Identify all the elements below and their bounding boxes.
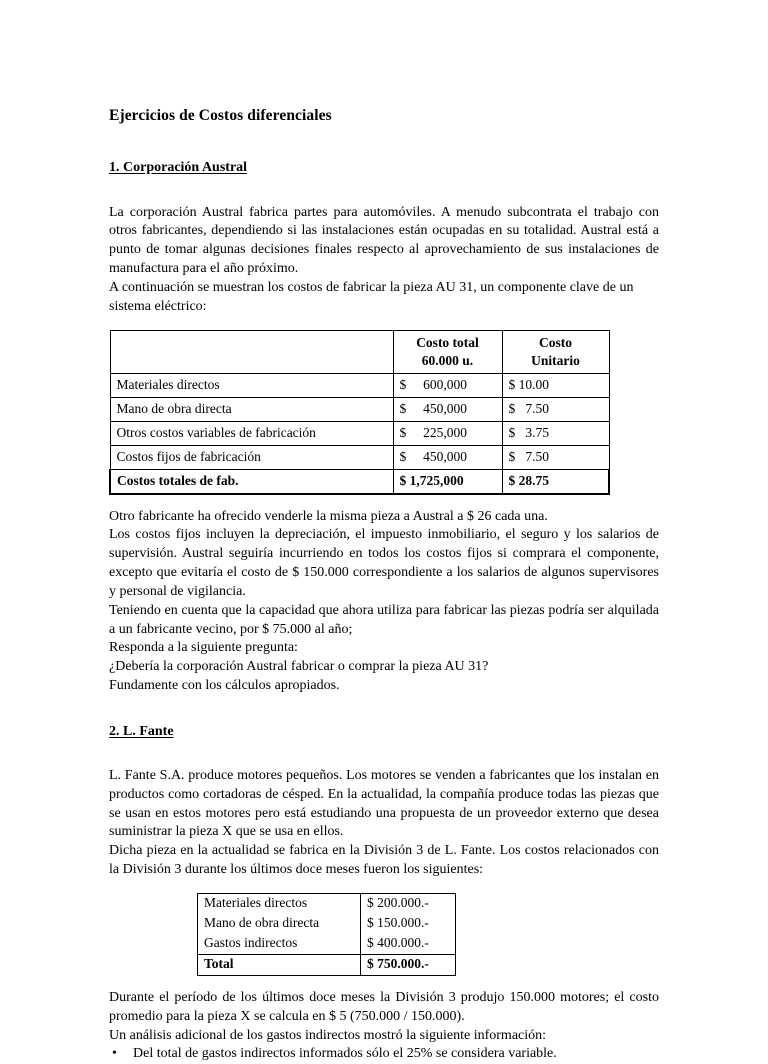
total-row-concept: Costos totales de fab. [110, 469, 393, 494]
section-heading-austral: 1. Corporación Austral [109, 160, 248, 176]
row-amount: $ 400.000.- [361, 934, 456, 955]
row-amount: $ 150.000.- [361, 914, 456, 934]
table-austral-body [110, 373, 609, 494]
header-unit-line2: Unitario [531, 352, 580, 368]
table-row [198, 893, 456, 914]
table-row [110, 397, 609, 421]
row-total: $ 600,000 [393, 373, 502, 397]
header-total-line2: 60.000 u. [421, 352, 474, 368]
document-content [109, 106, 659, 1064]
header-total-line1: Costo total [416, 335, 479, 351]
row-total: $ 225,000 [393, 421, 502, 445]
list-item-label: Del total de gastos indirectos informados sólo el 25% se considera variable. [133, 1046, 557, 1062]
table-header-row [110, 330, 609, 373]
table-austral-header-unit [502, 330, 609, 373]
fante-bullet-list [109, 1045, 659, 1064]
page-title: Ejercicios de Costos diferenciales [109, 107, 332, 124]
row-amount: $ 200.000.- [361, 893, 456, 914]
header-unit-line1: Costo [539, 335, 572, 351]
row-unit: $ 3.75 [502, 421, 609, 445]
section-heading-fante: 2. L. Fante [109, 723, 174, 739]
table-austral-header-total [393, 330, 502, 373]
row-unit: $ 10.00 [502, 373, 609, 397]
row-unit: $ 7.50 [502, 445, 609, 469]
row-concept: Materiales directos [198, 893, 361, 914]
austral-closing-line-3: Fundamente con los cálculos apropiados. [109, 677, 340, 693]
fante-paragraph-4: Un análisis adicional de los gastos indirectos mostró la siguiente información: [109, 1027, 547, 1043]
fante-paragraph-1: L. Fante S.A. produce motores pequeños. Los motores se venden a fabricantes que los instalan en productos como cortadoras de césped. En la actualidad, la compañía produce todas las piezas que se usan en estos motores pero está estudiando una propuesta de un proveedor externo que desea suministrar la pieza X que se usa en ellos. [109, 768, 659, 840]
row-concept: Gastos indirectos [198, 934, 361, 955]
row-concept: Materiales directos [110, 373, 393, 397]
table-row [110, 445, 609, 469]
table-total-row [198, 954, 456, 975]
row-concept: Mano de obra directa [110, 397, 393, 421]
table-row [198, 934, 456, 955]
austral-paragraph-1: La corporación Austral fabrica partes para automóviles. A menudo subcontrata el trabajo con otros fabricantes, dependiendo si las instalaciones están ocupadas en su totalidad. Austral está a punto de tomar algunas decisiones finales respecto al aprovechamiento de sus instalaciones de manufactura para el año próximo. [109, 204, 659, 277]
table-total-row [110, 469, 609, 494]
fante-paragraph-3: Durante el período de los últimos doce meses la División 3 produjo 150.000 motores; el costo promedio para la pieza X se calcula en $ 5 (750.000 / 150.000). [109, 989, 659, 1024]
austral-paragraph-3: Los costos fijos incluyen la depreciación, el impuesto inmobiliario, el seguro y los salarios de supervisión. Austral seguiría incurriendo en todos los costos fijos si comprara el componente, excepto que evitaría el costo de $ 150.000 correspondiente a los salarios de algunos supervisores y personal de vigilancia. [109, 527, 659, 599]
fante-paragraph-2: Dicha pieza en la actualidad se fabrica en la División 3 de L. Fante. Los costos relacionados con la División 3 durante los últimos doce meses fueron los siguientes: [109, 843, 659, 878]
table-austral-header-blank [110, 330, 393, 373]
austral-offer-line: Otro fabricante ha ofrecido venderle la misma pieza a Austral a $ 26 cada una. [109, 508, 548, 524]
table-row [198, 914, 456, 934]
section-heading-fante-wrap [109, 722, 659, 741]
table-row [110, 373, 609, 397]
row-total: $ 450,000 [393, 397, 502, 421]
total-row-unit: $ 28.75 [502, 469, 609, 494]
total-row-concept: Total [198, 954, 361, 975]
row-concept: Mano de obra directa [198, 914, 361, 934]
row-unit: $ 7.50 [502, 397, 609, 421]
row-total: $ 450,000 [393, 445, 502, 469]
section-heading-austral-wrap [109, 158, 659, 177]
total-row-total: $ 1,725,000 [393, 469, 502, 494]
table-fante-body [198, 893, 456, 975]
table-costos-austral [109, 330, 610, 495]
austral-paragraph-2: A continuación se muestran los costos de fabricar la pieza AU 31, un componente clave de un sistema eléctrico: [109, 279, 634, 314]
austral-paragraph-4: Teniendo en cuenta que la capacidad que ahora utiliza para fabricar las piezas podría ser alquilada a un fabricante vecino, por $ 75.000 al año; [109, 602, 659, 637]
austral-closing-line-2: ¿Debería la corporación Austral fabricar o comprar la pieza AU 31? [109, 659, 489, 675]
table-costos-fante [197, 893, 456, 976]
bullet-icon: • [112, 1046, 117, 1062]
table-austral-head [110, 330, 609, 373]
table-fante-wrap [109, 893, 659, 976]
list-item [109, 1045, 659, 1064]
total-row-amount: $ 750.000.- [361, 954, 456, 975]
austral-closing-line-1: Responda a la siguiente pregunta: [109, 640, 298, 656]
row-concept: Costos fijos de fabricación [110, 445, 393, 469]
row-concept: Otros costos variables de fabricación [110, 421, 393, 445]
table-row [110, 421, 609, 445]
